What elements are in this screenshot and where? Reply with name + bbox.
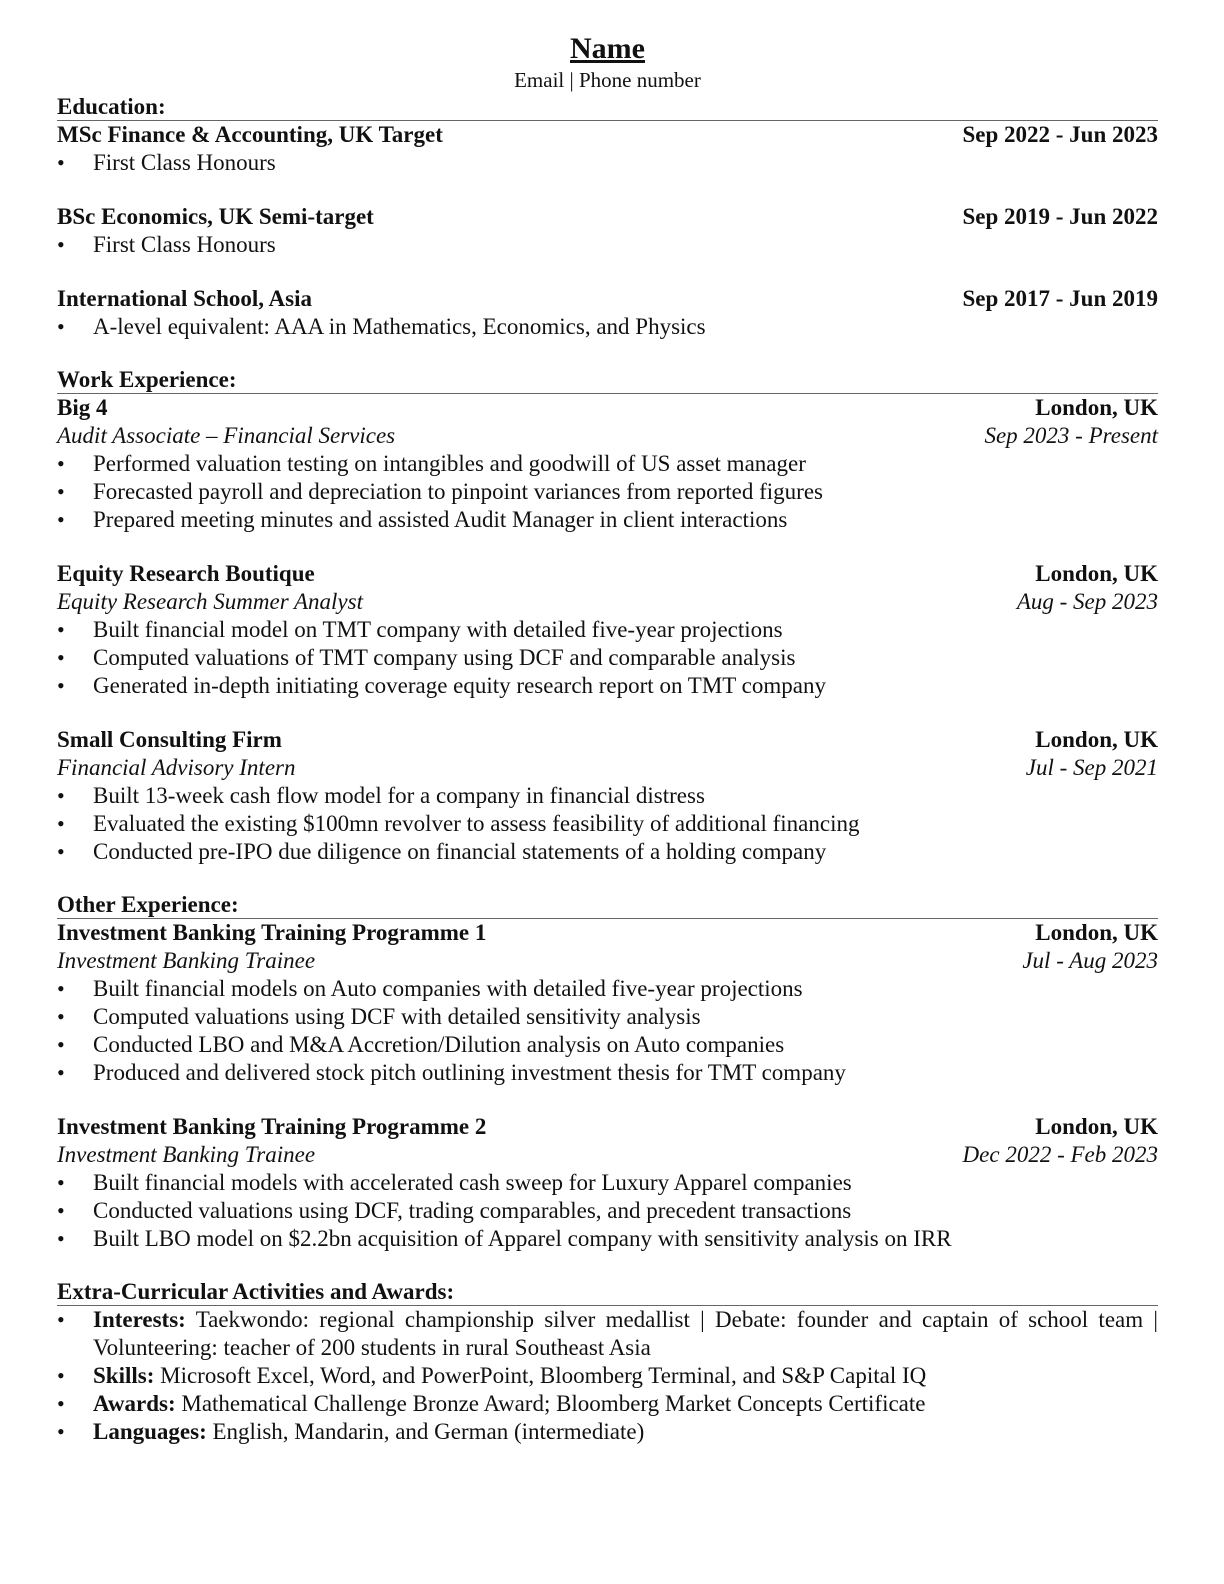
extra-text: Microsoft Excel, Word, and PowerPoint, Bloomberg Terminal, and S&P Capital IQ <box>160 1363 927 1388</box>
bullet-item: • Prepared meeting minutes and assisted Audit Manager in client interactions <box>57 506 1158 534</box>
bullet-item: • Built 13-week cash flow model for a company in financial distress <box>57 782 1158 810</box>
dates: Aug - Sep 2023 <box>1016 589 1158 614</box>
location: London, UK <box>1035 920 1158 945</box>
company-name: Investment Banking Training Programme 2 <box>57 1114 487 1139</box>
section-extra-title: Extra-Curricular Activities and Awards: <box>57 1279 1158 1306</box>
bullet-item: • Conducted pre-IPO due diligence on financial statements of a holding company <box>57 838 1158 866</box>
bullet-item: • Computed valuations using DCF with detailed sensitivity analysis <box>57 1003 1158 1031</box>
dates: Jul - Sep 2021 <box>1025 755 1158 780</box>
bullet-item: • Computed valuations of TMT company using DCF and comparable analysis <box>57 644 1158 672</box>
role: Investment Banking Trainee <box>57 948 316 973</box>
education-dates: Sep 2022 - Jun 2023 <box>962 122 1158 147</box>
extra-item <box>57 1418 1158 1446</box>
extra-text: Taekwondo: regional championship silver medallist | Debate: founder and captain of school team | Volunteering: teacher of 200 students in rural Southeast Asia <box>93 1307 1158 1360</box>
extra-label: Interests: <box>93 1307 186 1332</box>
location: London, UK <box>1035 727 1158 752</box>
company-name: Investment Banking Training Programme 1 <box>57 920 487 945</box>
work-entry <box>57 560 1158 700</box>
company-name: Small Consulting Firm <box>57 727 282 752</box>
extra-item <box>57 1390 1158 1418</box>
role: Audit Associate – Financial Services <box>57 423 396 448</box>
education-dates: Sep 2019 - Jun 2022 <box>962 204 1158 229</box>
other-entry <box>57 1113 1158 1253</box>
extra-text: Mathematical Challenge Bronze Award; Bloomberg Market Concepts Certificate <box>181 1391 926 1416</box>
work-entry <box>57 394 1158 534</box>
role: Investment Banking Trainee <box>57 1142 316 1167</box>
contact-line: Email | Phone number <box>514 68 701 92</box>
role: Equity Research Summer Analyst <box>57 589 363 614</box>
bullet-item: • Built financial models with accelerated cash sweep for Luxury Apparel companies <box>57 1169 1158 1197</box>
dates: Dec 2022 - Feb 2023 <box>962 1142 1158 1167</box>
bullet-item: • A-level equivalent: AAA in Mathematics, Economics, and Physics <box>57 313 1158 341</box>
company-name: Big 4 <box>57 395 108 420</box>
bullet-item: • Generated in-depth initiating coverage equity research report on TMT company <box>57 672 1158 700</box>
extra-item <box>57 1362 1158 1390</box>
education-dates: Sep 2017 - Jun 2019 <box>962 286 1158 311</box>
location: London, UK <box>1035 395 1158 420</box>
bullet-item: • Performed valuation testing on intangibles and goodwill of US asset manager <box>57 450 1158 478</box>
section-work-title: Work Experience: <box>57 367 1158 394</box>
bullet-item: • Produced and delivered stock pitch outlining investment thesis for TMT company <box>57 1059 1158 1087</box>
extra-list <box>57 1306 1158 1446</box>
school-name: International School, Asia <box>57 286 312 311</box>
extra-label: Awards: <box>93 1391 176 1416</box>
education-entry <box>57 285 1158 341</box>
bullet-item: • Built LBO model on $2.2bn acquisition of Apparel company with sensitivity analysis on IRR <box>57 1225 1158 1253</box>
dates: Sep 2023 - Present <box>984 423 1158 448</box>
bullet-item: • First Class Honours <box>57 149 1158 177</box>
bullet-item: • Conducted LBO and M&A Accretion/Dilution analysis on Auto companies <box>57 1031 1158 1059</box>
section-education-title: Education: <box>57 94 1158 121</box>
education-entry <box>57 203 1158 259</box>
bullet-item: • Evaluated the existing $100mn revolver to assess feasibility of additional financing <box>57 810 1158 838</box>
company-name: Equity Research Boutique <box>57 561 315 586</box>
dates: Jul - Aug 2023 <box>1022 948 1158 973</box>
extra-item <box>57 1306 1158 1362</box>
bullet-item: • First Class Honours <box>57 231 1158 259</box>
bullet-item: • Built financial model on TMT company with detailed five-year projections <box>57 616 1158 644</box>
location: London, UK <box>1035 561 1158 586</box>
bullet-item: • Forecasted payroll and depreciation to pinpoint variances from reported figures <box>57 478 1158 506</box>
bullet-item: • Built financial models on Auto companies with detailed five-year projections <box>57 975 1158 1003</box>
extra-label: Languages: <box>93 1419 207 1444</box>
location: London, UK <box>1035 1114 1158 1139</box>
school-name: MSc Finance & Accounting, UK Target <box>57 122 443 147</box>
school-name: BSc Economics, UK Semi-target <box>57 204 374 229</box>
other-entry <box>57 919 1158 1087</box>
section-other-title: Other Experience: <box>57 892 1158 919</box>
role: Financial Advisory Intern <box>57 755 296 780</box>
extra-label: Skills: <box>93 1363 155 1388</box>
education-entry <box>57 121 1158 177</box>
extra-text: English, Mandarin, and German (intermediate) <box>212 1419 645 1444</box>
bullet-item: • Conducted valuations using DCF, trading comparables, and precedent transactions <box>57 1197 1158 1225</box>
work-entry <box>57 726 1158 866</box>
candidate-name: Name <box>570 32 645 65</box>
resume-page <box>57 30 1158 1446</box>
